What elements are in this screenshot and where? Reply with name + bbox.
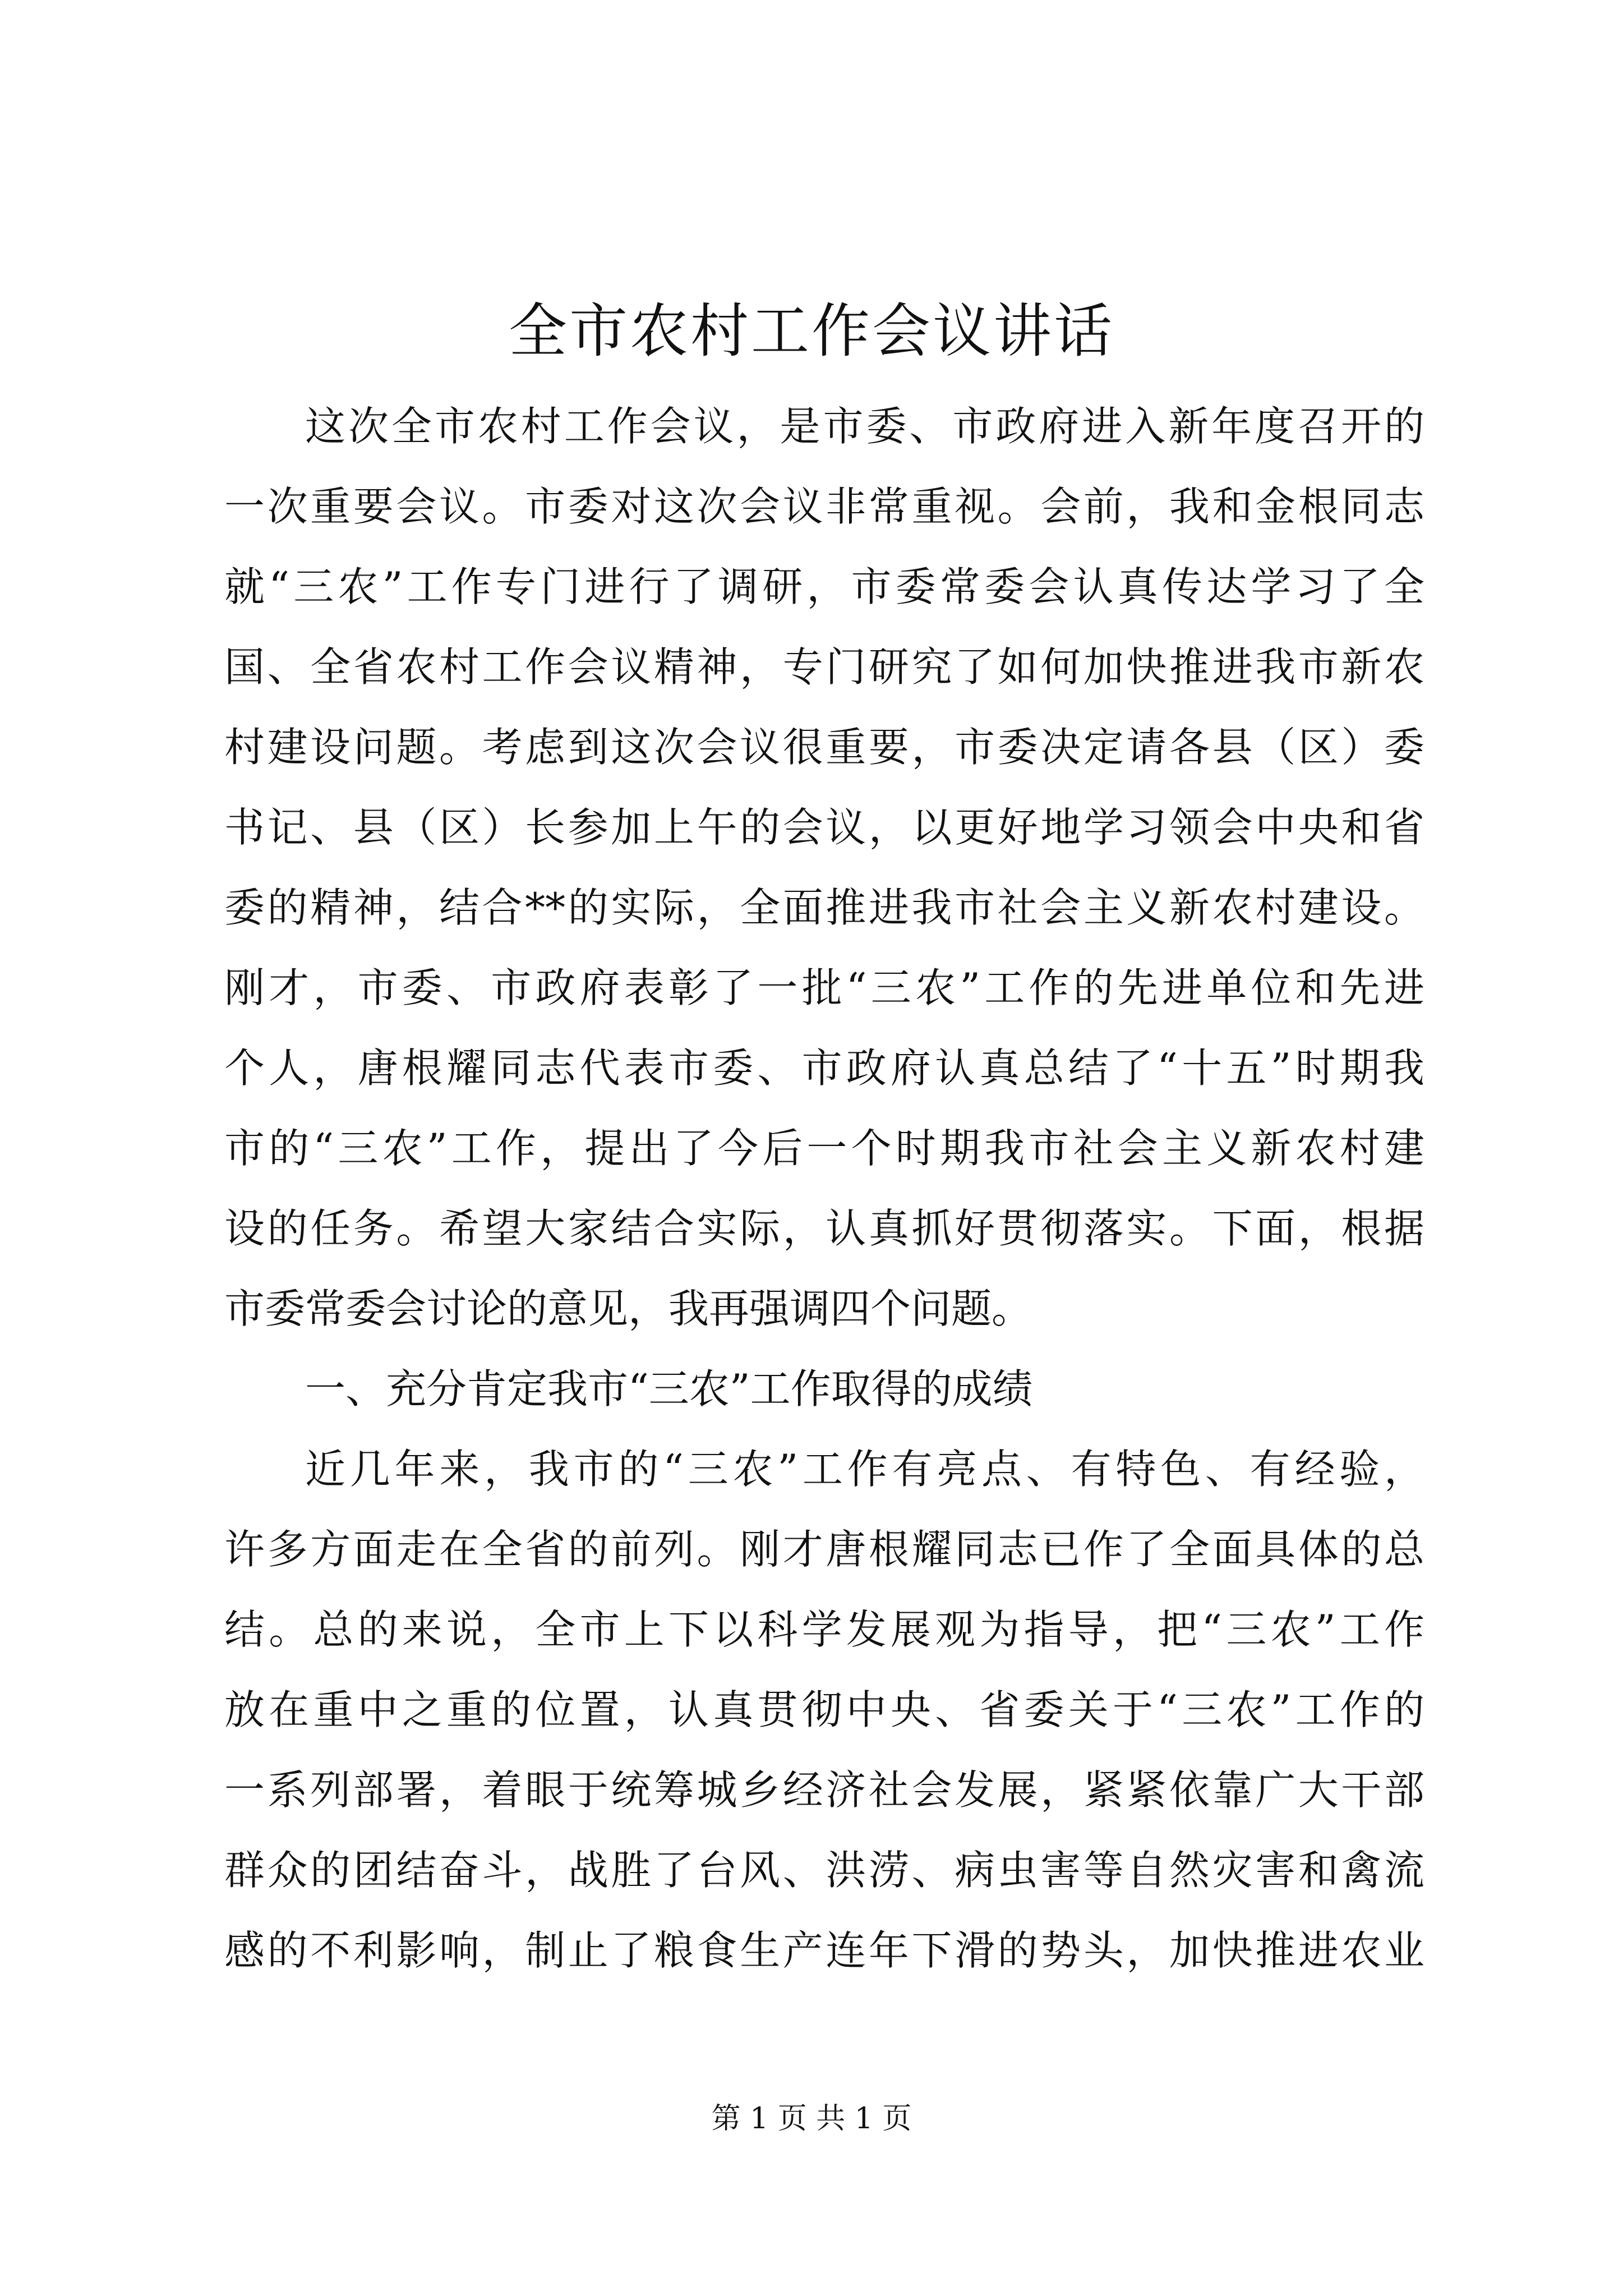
paragraph-line: 近几年来，我市的“三农”工作有亮点、有特色、有经验， — [305, 1446, 1424, 1493]
paragraph-line: 群众的团结奋斗，战胜了台风、洪涝、病虫害等自然灾害和禽流 — [224, 1847, 1424, 1894]
paragraph-line: 刚才，市委、市政府表彰了一批“三农”工作的先进单位和先进 — [224, 964, 1424, 1011]
paragraph-line: 书记、县（区）长参加上午的会议，以更好地学习领会中央和省 — [224, 804, 1424, 851]
paragraph-line: 国、全省农村工作会议精神，专门研究了如何加快推进我市新农 — [224, 643, 1424, 691]
paragraph-line: 感的不利影响，制止了粮食生产连年下滑的势头，加快推进农业 — [224, 1927, 1424, 1974]
paragraph-line: 一系列部署，着眼于统筹城乡经济社会发展，紧紧依靠广大干部 — [224, 1766, 1424, 1814]
paragraph-line: 委的精神，结合**的实际，全面推进我市社会主义新农村建设。 — [224, 884, 1424, 931]
paragraph-line: 一次重要会议。市委对这次会议非常重视。会前，我和金根同志 — [224, 483, 1424, 530]
section-heading: 一、充分肯定我市“三农”工作取得的成绩 — [305, 1365, 1033, 1412]
paragraph-line: 就“三农”工作专门进行了调研，市委常委会认真传达学习了全 — [224, 563, 1424, 610]
document-title: 全市农村工作会议讲话 — [508, 297, 1114, 365]
paragraph-line: 结。总的来说，全市上下以科学发展观为指导，把“三农”工作 — [224, 1606, 1424, 1653]
paragraph-line: 这次全市农村工作会议，是市委、市政府进入新年度召开的 — [305, 403, 1424, 450]
paragraph-line: 个人，唐根耀同志代表市委、市政府认真总结了“十五”时期我 — [224, 1045, 1424, 1092]
paragraph-line: 设的任务。希望大家结合实际，认真抓好贯彻落实。下面，根据 — [224, 1205, 1424, 1252]
paragraph-line: 许多方面走在全省的前列。刚才唐根耀同志已作了全面具体的总 — [224, 1526, 1424, 1573]
paragraph-line: 市的“三农”工作，提出了今后一个时期我市社会主义新农村建 — [224, 1125, 1424, 1172]
page-footer: 第 1 页 共 1 页 — [711, 2102, 912, 2136]
paragraph-line: 放在重中之重的位置，认真贯彻中央、省委关于“三农”工作的 — [224, 1686, 1424, 1733]
paragraph-line: 市委常委会讨论的意见，我再强调四个问题。 — [224, 1285, 1032, 1332]
paragraph-line: 村建设问题。考虑到这次会议很重要，市委决定请各县（区）委 — [224, 724, 1424, 771]
